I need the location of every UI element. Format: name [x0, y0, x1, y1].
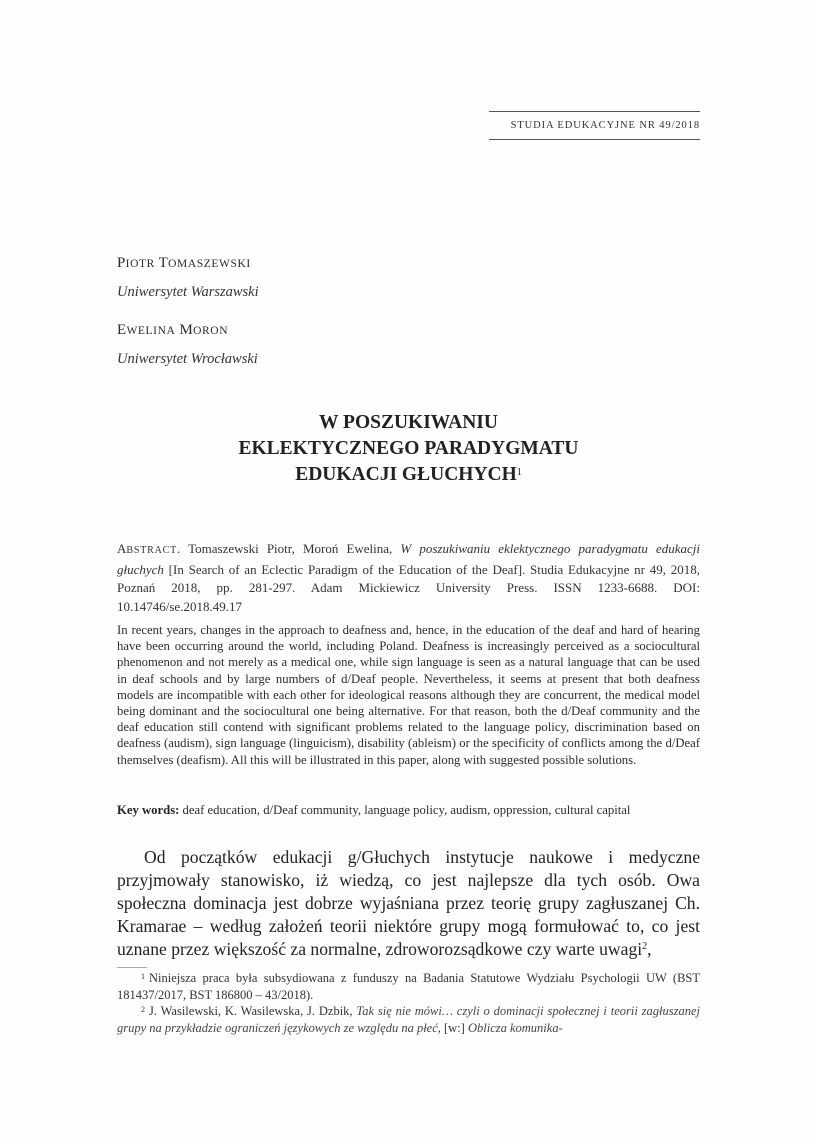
- author-affiliation: Uniwersytet Wrocławski: [117, 351, 258, 367]
- body-paragraph: Od początków edukacji g/Głuchych instytucje naukowe i medyczne przyjmowały stanowisko, iż wiedzą, co jest najlepsze dla tych osób. Owa społeczna dominacja jest dobrze wyjaśniana przez teorię grupy zagłuszanej Ch. Kramarae – według założeń teorii niektóre grupy mogą formułować to, co jest uznane przez większość za normalne, zdroworozsądkowe czy warte uwagi$^2$,: [117, 847, 700, 959]
- footnote: $^2$ J. Wasilewski, K. Wasilewska, J. Dzbik, Tak się nie mówi… czyli o dominacji społecznej i teorii zagłuszanej grupy na przykładzie ograniczeń językowych ze względu na płeć, [w:] Oblicza komunika-: [117, 1004, 700, 1035]
- author-name: EWELINA MORON: [117, 322, 229, 338]
- article-title: W POSZUKIWANIU EKLEKTYCZNEGO PARADYGMATU EDUKACJI GŁUCHYCH$^1$: [238, 412, 579, 485]
- footnote-marker: 1: [516, 467, 522, 478]
- author-affiliation: Uniwersytet Warszawski: [117, 284, 259, 300]
- footnote: $^1$ Niniejsza praca była subsydiowana z funduszy na Badania Statutowe Wydziału Psychologii UW (BST 181437/2017, BST 186800 – 43/2018).: [117, 971, 700, 1002]
- author-name: PIOTR TOMASZEWSKI: [117, 255, 251, 271]
- footnotes: [117, 970, 700, 1036]
- footnote-marker: 2: [642, 941, 648, 952]
- journal-header: STUDIA EDUKACYJNE NR 49/2018: [489, 111, 700, 140]
- abstract-text: In recent years, changes in the approach to deafness and, hence, in the education of the deaf and hard of hearing have been occurring around the world, including Poland. Deafness is increasingly perceived as a sociocultural phenomenon and not merely as a medical one, while sign language is seen as a natural language that can be used in deaf schools and by large numbers of d/Deaf people. Nevertheless, it seems at present that both deafness models are incompatible with each other for ideological reasons although they are concurrent, the medical model being dominant and the sociocultural one being alternative. For that reason, both the d/Deaf community and the deaf education still contend with significant problems related to the language policy, discrimination based on deafness (audism), sign language (linguicism), disability (ableism) or the specificity of conflicts among the d/Deaf themselves (deafism). All this will be illustrated in this paper, along with suggested possible solutions.: [117, 623, 700, 767]
- keywords: Key words: deaf education, d/Deaf community, language policy, audism, oppression, cultural capital: [117, 803, 631, 817]
- footnote-rule: [117, 967, 147, 968]
- abstract-citation: ABSTRACT. Tomaszewski Piotr, Moroń Ewelina, W poszukiwaniu eklektycznego paradygmatu edukacji głuchych [In Search of an Eclectic Paradigm of the Education of the Deaf]. Studia Edukacyjne nr 49, 2018, Poznań 2018, pp. 281-297. Adam Mickiewicz University Press. ISSN 1233-6688. DOI: 10.14746/se.2018.49.17: [117, 541, 700, 614]
